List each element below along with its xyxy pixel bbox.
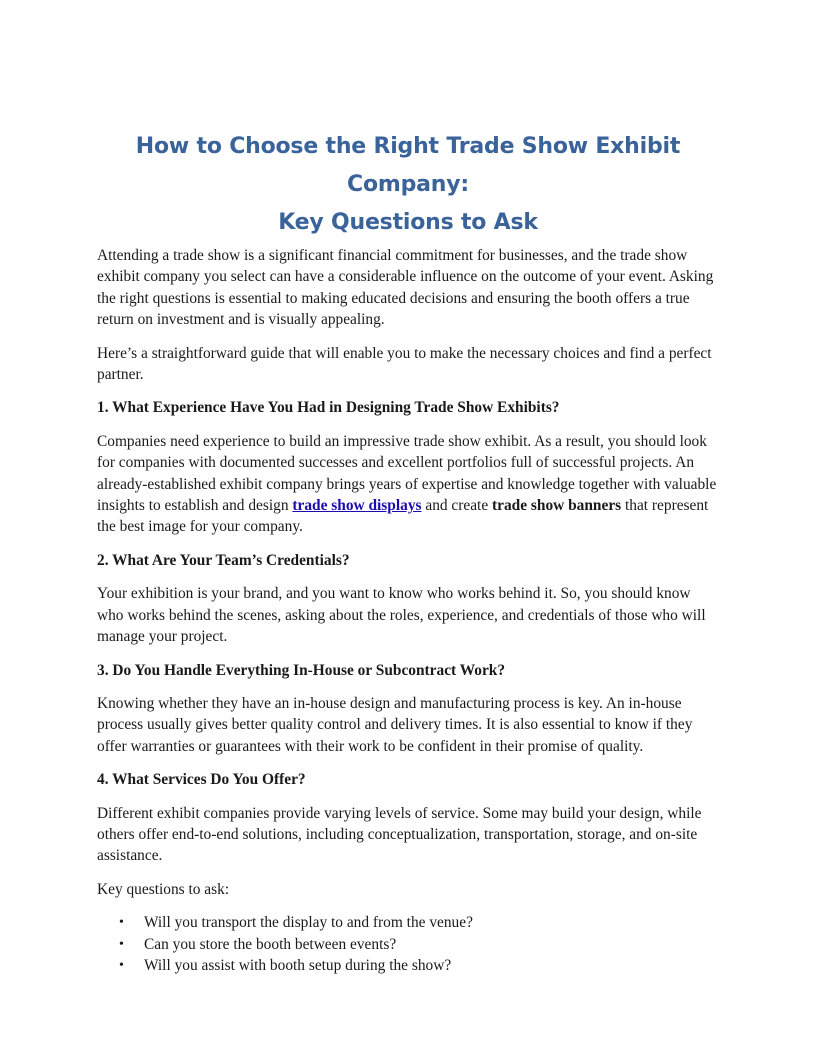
section-3-heading: 3. Do You Handle Everything In-House or Subcontract Work? <box>97 661 506 679</box>
section-2-heading: 2. What Are Your Team’s Credentials? <box>97 551 350 569</box>
title-line-1: How to Choose the Right Trade Show Exhibit Company: <box>135 134 681 197</box>
section-1-paragraph <box>97 431 719 538</box>
bullet-icon: • <box>119 915 124 931</box>
document-page <box>97 128 719 976</box>
section-4-heading: 4. What Services Do You Offer? <box>97 771 306 789</box>
section-1-bold-text: trade show banners <box>492 497 622 515</box>
section-4-lead: Key questions to ask: <box>97 880 230 898</box>
document-title <box>97 128 719 242</box>
intro-paragraph-1: Attending a trade show is a significant financial commitment for businesses, and the trade show exhibit company you select can have a considerable influence on the outcome of your event. Asking the right questions is essential to making educated decisions and ensuring the booth offers a true return on investment and is visually appealing. <box>97 247 714 329</box>
section-4-paragraph: Different exhibit companies provide varying levels of service. Some may build your design, while others offer end-to-end solutions, including conceptualization, transportation, storage, and on-site assistance. <box>97 804 702 865</box>
bullet-icon: • <box>119 936 124 952</box>
list-item-text: Can you store the booth between events? <box>144 935 397 953</box>
section-1-heading: 1. What Experience Have You Had in Designing Trade Show Exhibits? <box>97 399 560 417</box>
intro-paragraph-2: Here’s a straightforward guide that will enable you to make the necessary choices and find a perfect partner. <box>97 344 712 384</box>
list-item-text: Will you assist with booth setup during the show? <box>144 956 452 974</box>
section-3-paragraph: Knowing whether they have an in-house design and manufacturing process is key. An in-house process usually gives better quality control and delivery times. It is also essential to know if they offer warranties or guarantees with their work to be confident in their promise of quality. <box>97 694 693 755</box>
section-2-paragraph: Your exhibition is your brand, and you want to know who works behind it. So, you should know who works behind the scenes, asking about the roles, experience, and credentials of those who will manage your project. <box>97 585 706 646</box>
section-1-text-middle: and create <box>421 497 493 515</box>
key-questions-list <box>97 912 719 976</box>
bullet-icon: • <box>119 957 124 973</box>
trade-show-displays-link[interactable]: trade show displays <box>292 497 422 515</box>
section-1-text-before-link: Companies need experience to build an impressive trade show exhibit. As a result, you should look for companies with documented successes and excellent portfolios full of successful projects. An already-established exhibit company brings years of expertise and knowledge together with valuable insights to establish and design <box>97 432 717 515</box>
section-1-text-after: that represent the best image for your company. <box>97 497 709 536</box>
title-line-2: Key Questions to Ask <box>278 210 538 235</box>
list-item-text: Will you transport the display to and from the venue? <box>144 914 473 932</box>
list-item <box>119 934 719 955</box>
list-item <box>119 912 719 933</box>
list-item <box>119 955 719 976</box>
